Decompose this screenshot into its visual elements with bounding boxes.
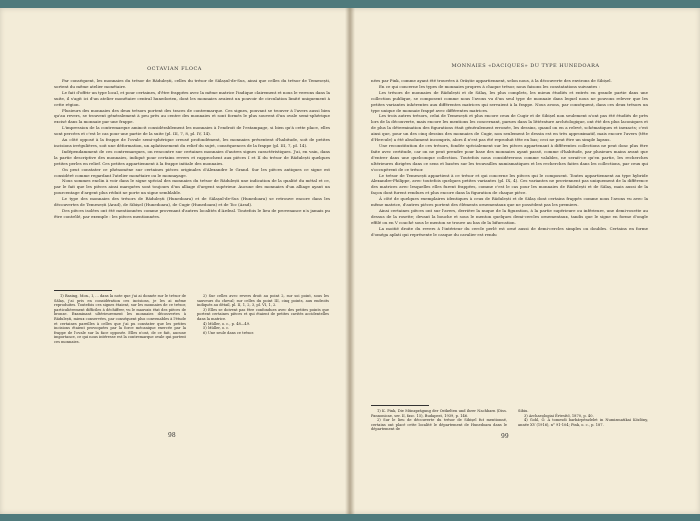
right-running-head: MONNAIES «DACIQUES» DU TYPE HUNEDOARA (451, 63, 600, 69)
left-paragraph: Des pièces isolées ont été mentionnées comme provenant d'autres localités d'Ardeal. Toutefois le lieu de provenance n'a jamais pu être contrôlé, par exemple : les pièces mentionnées. (54, 207, 330, 219)
left-paragraph: Par conséquent, les monnaies du trésor de Rădulești, celles du trésor de Sălașul-de-Sus, ainsi que celles du trésor de Temesești, sortent du même atelier monétaire. (54, 78, 330, 89)
right-paragraph: À côté de quelques exemplaires identiques à ceux de Rădulești et de Sălaș dont certains frappés comme nous l'avons vu avec la même matrice, d'autres pièces portent des éléments ornementaux que ne possèdent pas les premiers. (371, 196, 648, 208)
left-footnotes-col1 (54, 294, 186, 345)
left-body-text (54, 78, 330, 220)
footnote: 4) Gohl, Ö. A tomesdi barbárpénzlelet in Numizmatikai Közlöny, année XV (1916), n° 91-104; Pink, o. c., p. 187. (518, 418, 648, 427)
footnote: 1) Basing, Mon., I, ... dans la note que j'ai ai donnée sur le trésor de Sălaș, j'ai pris en considération ces incisions, je les ai même reproduites. Toutefois ces signes étaient, sur les monnaies de ce trésor, particulièrement difficiles à déchiffrer, vu le mauvais état des pièces de bronze. Examinant ultérieurement les monnaies découvertes à Rădulești, mieux conservées, par conséquent plus convenables à l'étude et certaines pareilles à celles que j'ai pu constater que les petites incisions étaient provoquées par la force mécanique exercée par la frappe de l'ovale sur la face opposée. Elles n'ont, de ce fait, aucune importance, ce qui nous intéresse est la contremarque ovale qui portent ces monnaies. (54, 294, 186, 344)
right-paragraph: Les trésors de monnaies de Rădulești et de Sălaș, les plus complets, les mieux étudiés et entrés en grande partie dans une collection publique, se composent comme nous l'avons vu d'un seul type de monnaie dans lequel nous ne pouvons relever que les petites variantes inhérentes aux différentes matrices qui servaient à la frappe. Nous avons, par conséquent, dans ces deux trésors un type unique de monnaie frappé avec différentes matrices. (371, 89, 648, 113)
footnote: 3) Archaeologiai Értesítő, 1870, p. 40. (524, 413, 594, 418)
right-footnotes-col2 (518, 409, 648, 427)
left-paragraph: Plusieurs des monnaies des deux trésors portent des traces de contremarque. Ces signes, pouvant se trouver à l'avers aussi bien qu'au revers, se trouvent généralement à peu près au centre des monnaies et sont formés le plus souvent d'un ovale semi-sphérique excisé dans la monnaie par une frappe. (54, 107, 330, 125)
left-paragraph: Indépendamment de ces contremarques, on rencontre sur certaines monnaies d'autres signes caractéristiques. J'ai, en vain, dans la partie descriptive des monnaies, indiqué pour certains revers et rapprochent aux pièces I et II du trésor de Rădulești quelques petites perles en relief. Ces petites appartiennent à la frappe initiale des monnaies. (54, 148, 330, 166)
left-page-number: 98 (168, 432, 176, 439)
right-page (351, 8, 700, 514)
footnote: Sibiu. (518, 409, 529, 413)
footnote: 2) Sur celles avec revers droit au point 2, sur soi point, sous les sauveurs du cheval; sur celles du point III, cinq points, aux endroits indiqués au détail, pl. II, 1, 2, 3, pl. VI, 1, 2. (197, 294, 329, 308)
right-paragraph: La moitié droite du revers à l'intérieur du cercle perlé est orné aussi de demi-cercles simples ou doubles. Certains en forme d'oméga aplati qui représente le casque du cavalier est rendu (371, 225, 648, 237)
book-spread (0, 8, 700, 514)
footnote: 5) Müller, o. c. (203, 326, 230, 331)
right-body-text (371, 78, 648, 237)
right-footnotes-col1 (371, 409, 507, 432)
left-page (0, 8, 349, 514)
footnote: 2) Sur le lieu de découverte du trésor de Sibișel fut mentionné, certains ont placé cette localité le département de Hunedoara dans le département de (371, 418, 507, 432)
right-footnote-rule (371, 405, 429, 406)
right-paragraph: Les trois autres trésors, celui de Temesești et plus encore ceux de Cugir et de Sibișel non seulement n'ont pas été étudiés de près lors de la découverte, mais encore les mentions les concernant, parues dans la littérature archéologique, ont été des plus laconiques et de plus la détermination des figurations était généralement erronée, les dessins, quand on en a relevé, schématiques et inexacts; c'est ainsi que, pour un des cinq dessins des monnaies de Cugir, non seulement le dessin est en très approximatif, mais encore l'avers (tête d'Hercule) a été absolument incompris, alors il n'est pas été reproduit tête en bas; ceci ne peut être un simple lapsus. (371, 113, 648, 143)
left-paragraph: Le fait d'offrir un type local, et pour certaines, d'être frappées avec la même matrice l'indique clairement et nous le verrons dans la suite, il s'agit ici d'un atelier monétaire central hunedorien, dont les monnaies avaient un pouvoir de circulation limité uniquement à cette région. (54, 89, 330, 107)
left-paragraph: Le type des monnaies des trésors de Rădulești (Hunedoara) et de Sălașul-de-Sus (Hunedoara) se retrouve encore dans les découvertes de Temesești (Arad), de Sibișel (Hunedoara), de Cugir (Hunedoara) et de Toc (Arad). (54, 196, 330, 208)
right-paragraph: nées par Pink, comme ayant été trouvées à Orăștie appartiennent, selon nous, à la découverte des environs de Sibișel. (371, 78, 612, 83)
footnote: 3) Elles se doivent pas être confondues avec des petites points que portent certaines pièces et qui étaient de petites cavités accidentelles dans la matrice. (197, 307, 329, 321)
left-paragraph: On peut constater ce phénomène sur certaines pièces originales d'Alexandre le Grand. Sur les pièces antiques ce signe est considéré comme regardant l'atelier monétaire ou le monnayage. (54, 166, 330, 178)
footnote: 4) Müller, o. c., p. 48—49. (203, 321, 251, 326)
left-paragraph: Au côté opposé à la frappe de l'ovale semi-sphérique creusé profondément, les monnaies présentent d'habitude, soit de petites incisions irrégulières, soit une déformation, un aplatissement du relief du sujet, conséquences de la frappe (pl. III, 7, pl. 14). (54, 137, 330, 148)
left-footnote-rule (54, 290, 112, 291)
left-paragraph: L'impression de la contremarque amincit considérablement les monnaies à l'endroit de l'estampage, si bien qu'à cette place, elles sont percées et c'est le cas pour une partie de la suite (pl. III, 7, 8, pl. IV, 14). (54, 125, 330, 137)
right-paragraph: Ainsi certaines pièces ont sur l'avers, derrière la nuque de la figuration, à la partie supérieure ou inférieure, une demi-rosette au dessus de la rosette; devant la bouche et sous le menton quelques demi-cercles ornementaux, tandis que le signe en forme d'ongle effilé ou en V couché sous le menton se trouve au bas de la bifurcation. (371, 207, 648, 225)
right-paragraph: Une reconstitution de ces trésors, fondée spécialement sur les pièces appartenant à différentes collections ne peut donc plus être faite avec certitude, car on ne peut prendre pour base des monnaies ayant passé, comme d'habitude, par plusieurs mains avant que d'entrer dans une quelconque collection. Toutefois nous considérerons comme valables, ne serait-ce qu'en partie, les recherches ultérieures dirigées dans ce sens et basées sur les trouvailles numismatiques et les recherches faites dans les collections, par ceux qui s'occupèrent de ce trésor. (371, 142, 648, 172)
left-paragraph: Nous sommes enclin à voir dans le signe spécial des monnaies du trésor de Rădulești une indication de la qualité du métal et ce, par le fait que les pièces ainsi marquées sont toujours d'un alliage d'argent supérieur. Aucune des monnaies d'un alliage ayant un pourcentage d'argent plus réduit ne porte un signe semblable. (54, 178, 330, 196)
left-running-head: OCTAVIAN FLOCA (147, 66, 202, 72)
background-strip (0, 514, 700, 521)
footnote: 6) Une seule dans ce trésor. (203, 330, 254, 335)
right-paragraph: En ce qui concerne les types de monnaies propres à chaque trésor, nous faisons les constatations suivantes : (379, 83, 600, 89)
right-page-number: 99 (501, 433, 509, 440)
left-footnotes-col2 (197, 294, 329, 335)
footnote: 1) K. Pink, Die Münzprägung der Ostkelten und ihrer Nachbarn (Diss. Pannonicae, ser. II, fasc. 15), Budapest, 1939, p. 146. (371, 409, 507, 418)
right-paragraph: Le trésor de Temesești appartient à ce trésor et qui concerne les pièces qui le composent. Toutes appartiennent au type hybride Alexandre-Philippe, avec toutefois quelques petites variantes (pl. IX, 4). Ces variantes ne proviennent pas uniquement de la différence des matrices avec lesquelles elles furent frappées, comme c'est le cas pour les monnaies de Rădulești et de Sălaș, mais aussi de la façon dont furent rendues et plus encore dans la figuration de chaque pièce. (371, 172, 648, 196)
